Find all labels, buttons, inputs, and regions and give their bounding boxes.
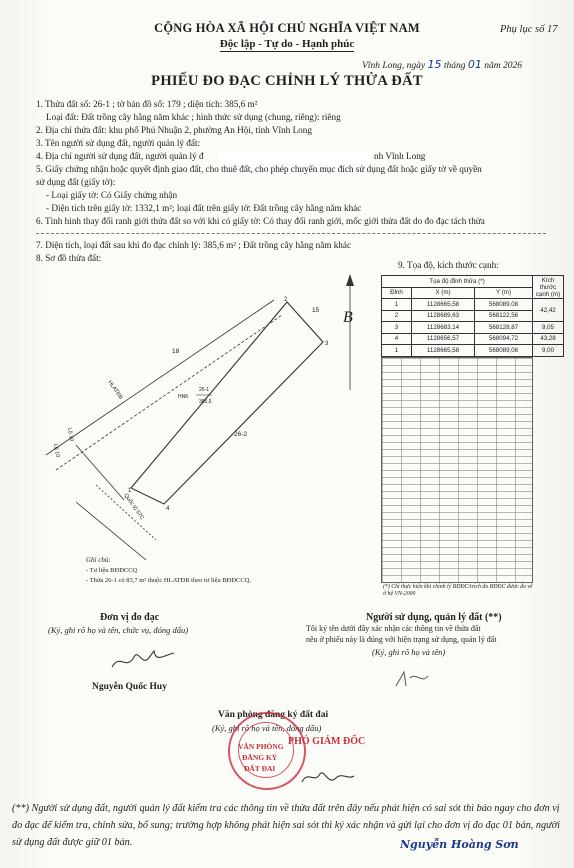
label-26-2: 26-2 — [234, 431, 248, 438]
vertex-4: 4 — [166, 506, 170, 512]
stamp-text-1: VĂN PHÒNG — [238, 742, 284, 751]
divider — [36, 233, 546, 234]
deputy-director: PHÓ GIÁM ĐỐC — [288, 736, 366, 747]
col-y: Y (m) — [475, 287, 533, 299]
national-title: CỘNG HÒA XÃ HỘI CHỦ NGHĨA VIỆT NAM — [154, 21, 420, 35]
table-row: 4 1128656,57 568094,72 43,28 — [382, 333, 564, 345]
date-month: 01 — [467, 58, 482, 71]
owner-confirm-2: nêu ở phiếu này là đúng với hiện trạng sử dụng, quản lý đất — [306, 635, 497, 644]
line-address: 2. Địa chỉ thửa đất: khu phố Phú Nhuận 2, phường An Hội, tỉnh Vĩnh Long — [36, 125, 312, 135]
issue-date: Vĩnh Long, ngày 15 tháng 01 năm 2026 — [362, 58, 522, 71]
edge-header: Kích thước cạnh (m) — [533, 276, 564, 299]
line-land-type: Loại đất: Đất trồng cây hằng năm khác ; hình thức sử dụng (chung, riêng): riêng — [46, 112, 341, 122]
line-owner-address: 4. Địa chỉ người sử dụng đất, người quản lý đ — [36, 151, 204, 161]
note-2: - Thửa 26-1 có 83,7 m² thuộc HLATĐB theo tư liệu BĐĐCCQ. — [86, 577, 252, 584]
road-edge — [76, 445, 124, 500]
parcel-diagram — [36, 270, 381, 560]
north-label: B — [343, 309, 353, 326]
office-instruction: (Ký, ghi rõ họ và tên, đóng dấu) — [212, 723, 322, 733]
line-owner-name: 3. Tên người sử dụng đất, người quản lý đất: — [36, 138, 201, 148]
vertex-1: 1 — [128, 488, 132, 494]
road-label-lo10a: Lộ 10 — [66, 427, 75, 442]
parcel-code: HNK — [178, 394, 189, 400]
notes-title: Ghi chú: — [86, 556, 111, 564]
date-day: 15 — [427, 58, 442, 71]
table-footnote: (*) Chỉ thực hiện khi chỉnh lý BĐĐC/trích đo BĐĐC được đo vẽ ở hệ VN-2000 — [383, 584, 533, 597]
owner-confirm-1: Tôi ký tên dưới đây xác nhận các thông tin về thửa đất — [306, 624, 481, 633]
owner-signature — [392, 668, 432, 692]
vertex-2: 2 — [284, 297, 288, 303]
label-18: 18 — [172, 348, 180, 355]
footer-note: (**) Người sử dụng đất, người quản lý đất kiểm tra các thông tin về thửa đất trên đây nếu phát hiện có sai sót thì báo ngay cho đơn vị đo đạc để kiểm tra, chỉnh sửa, bổ sung; trường hợp không phát hiện sai sót thì ký xác nhận và gửi lại cho đơn vị đo đạc 01 bản, người sử dụng đất được giữ 01 bản. — [12, 803, 560, 848]
line-coord-label: 9. Tọa độ, kích thước cạnh: — [398, 260, 499, 270]
line-certificate: 5. Giấy chứng nhận hoặc quyết định giao đất, cho thuê đất, cho phép chuyển mục đích sử dụng đất hoặc giấy tờ về quyền — [36, 164, 482, 174]
parcel-id: 26-1 — [199, 387, 210, 393]
owner-title: Người sử dụng, quản lý đất (**) — [366, 612, 502, 623]
redacted-owner-address — [218, 151, 370, 163]
parcel-area: 385,6 — [199, 399, 212, 405]
road-line-2 — [56, 315, 282, 470]
note-1: - Tư liệu BĐĐCCQ — [86, 567, 138, 574]
line-boundary-change: 6. Tình hình thay đổi ranh giới thửa đất so với khi có giấy tờ: Có thay đổi ranh giới, mốc giới thửa đất do đo đạc tách thửa — [36, 216, 485, 226]
officer-signature — [298, 764, 358, 790]
empty-table-grid — [381, 357, 533, 583]
col-point: Đỉnh — [382, 287, 412, 299]
officer-name: Nguyễn Hoàng Sơn — [400, 838, 519, 851]
col-x: X (m) — [412, 287, 475, 299]
table-row: 2 1128689,63 568122,56 — [382, 310, 564, 322]
stamp-text-3: ĐẤT ĐAI — [244, 764, 276, 773]
surveyor-signature — [108, 645, 178, 675]
annex-label: Phụ lục số 17 — [500, 24, 558, 35]
north-arrow — [343, 274, 354, 390]
surveyor-title: Đơn vị đo đạc — [100, 612, 160, 623]
form-title: PHIẾU ĐO ĐẠC CHỈNH LÝ THỬA ĐẤT — [151, 73, 423, 89]
line-owner-address-end: nh Vĩnh Long — [374, 151, 426, 161]
office-title: Văn phòng đăng ký đất đai — [218, 710, 329, 720]
vertex-3: 3 — [325, 341, 329, 347]
coordinate-table — [381, 275, 564, 357]
line-doc-area: - Diện tích trên giấy tờ: 1332,1 m²; loại đất trên giấy tờ: Đất trồng cây hằng năm khác — [46, 203, 362, 213]
national-motto: Độc lập - Tự do - Hạnh phúc — [219, 38, 355, 50]
line-certificate-cont: sử dụng đất (giấy tờ): — [36, 177, 116, 187]
coord-group-header: Tọa độ đỉnh thửa (*) — [382, 276, 533, 288]
line-parcel-info: 1. Thửa đất số: 26-1 ; tờ bản đồ số: 179 ; diện tích: 385,6 m² — [36, 99, 258, 109]
line-diagram-label: 8. Sơ đồ thửa đất: — [36, 253, 102, 263]
owner-instruction: (Ký, ghi rõ họ và tên) — [372, 647, 446, 657]
surveyor-instruction: (Ký, ghi rõ họ và tên, chức vụ, đóng dấu) — [48, 625, 189, 635]
table-row: 1 1128665,58 568089,08 9,00 — [382, 345, 564, 357]
road-label-lo10b: Lộ 10 — [52, 443, 61, 458]
stamp-text-2: ĐĂNG KÝ — [242, 753, 278, 762]
road-label-hlatdb: HLATĐB — [106, 379, 124, 401]
line-doc-type: - Loại giấy tờ: Có Giấy chứng nhận — [46, 190, 178, 200]
table-row: 3 1128683,14 568128,87 9,05 — [382, 322, 564, 334]
road-label-ql57c: Quốc lộ 57C — [122, 492, 145, 522]
label-15: 15 — [312, 307, 320, 314]
table-row: 1 1128665,58 568089,08 42,42 — [382, 299, 564, 311]
surveyor-name: Nguyễn Quốc Huy — [92, 682, 167, 692]
line-area-after: 7. Diện tích, loại đất sau khi đo đạc chỉnh lý: 385,6 m² ; Đất trồng cây hằng năm khác — [36, 240, 352, 250]
